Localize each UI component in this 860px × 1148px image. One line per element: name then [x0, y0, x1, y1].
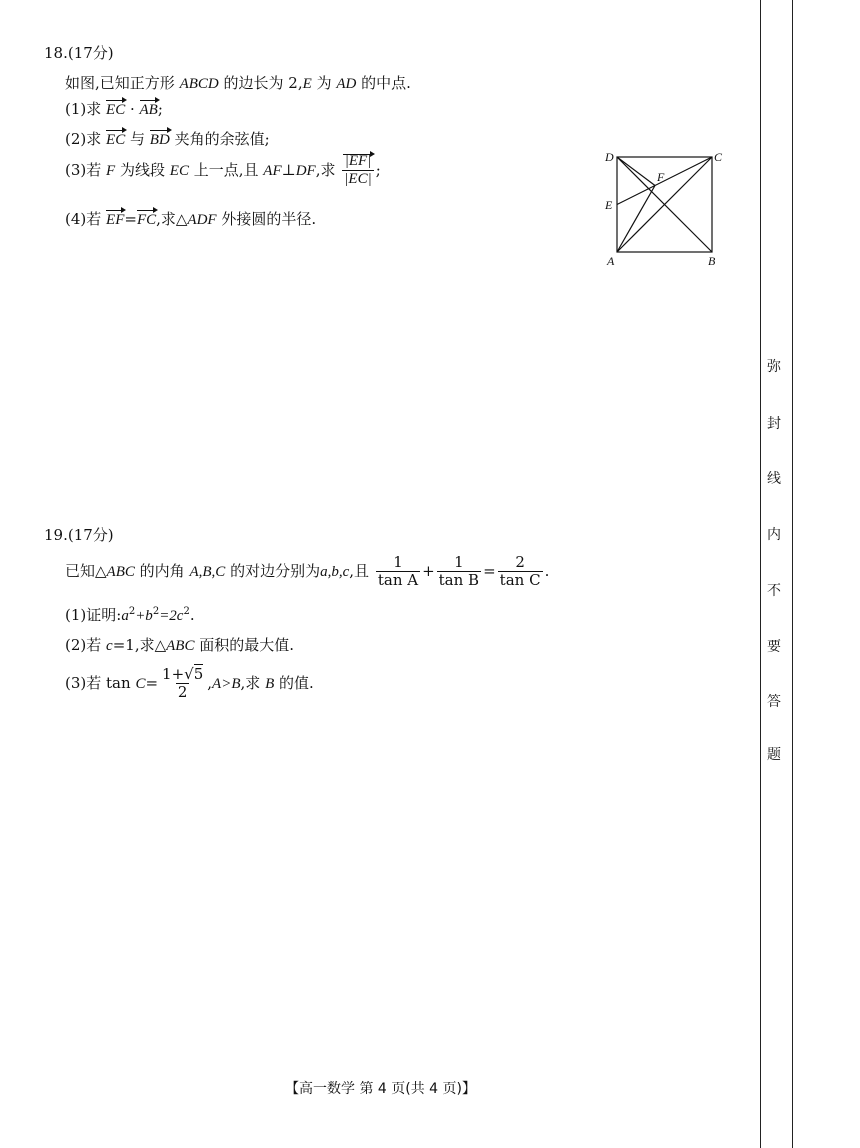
- seal-char-6: 要: [767, 639, 781, 655]
- q18-stem: 如图,已知正方形 ABCD 的边长为 2,E 为 AD 的中点.: [65, 74, 411, 92]
- seal-char-5: 不: [767, 583, 781, 599]
- fraction-1-tanA: $\frac{1}{\text{tan A}}$: [377, 553, 419, 590]
- seal-line-right: [792, 0, 793, 1148]
- q19-part3: (3)若 tan C= $\frac{1+√5}{2}$ ,A>B,求 B 的值.: [65, 665, 314, 702]
- ratio-fraction: $\frac{|EF|}{|EC|}$: [344, 153, 372, 188]
- q19-stem: 已知△ABC 的内角 A,B,C 的对边分别为a,b,c,且 $\frac{1}{\text{tan A}}$ + $\frac{1}{\text{tan B}}$ = $\frac{2}{\text{tan C}}$ .: [65, 553, 550, 590]
- segment-df: [617, 157, 655, 186]
- segment-ec: [617, 157, 712, 205]
- seal-char-3: 线: [767, 471, 781, 487]
- label-d: D: [605, 150, 614, 164]
- q18-header: 18.(17分): [44, 44, 114, 62]
- q19-part1: (1)证明$:a^2+b^2=2c^2$.: [65, 606, 195, 624]
- label-f: F: [657, 170, 665, 184]
- seal-char-2: 封: [767, 416, 781, 432]
- fraction-2-tanC: $\frac{2}{\text{tan C}}$: [499, 553, 541, 590]
- label-a: A: [607, 254, 615, 268]
- seal-char-7: 答: [767, 694, 781, 710]
- label-b: B: [708, 254, 716, 268]
- seal-char-1: 弥: [767, 359, 781, 375]
- q18-part2: (2)求 EC 与 BD 夹角的余弦值;: [65, 130, 270, 148]
- seal-line-left: [760, 0, 761, 1148]
- q19-part2: (2)若 c=1,求△ABC 面积的最大值.: [65, 636, 295, 654]
- seal-char-8: 题: [767, 747, 781, 763]
- q19-header: 19.(17分): [44, 526, 114, 544]
- q18-part1: (1)求 EC · AB;: [65, 100, 163, 118]
- fraction-1-tanB: $\frac{1}{\text{tan B}}$: [438, 553, 480, 590]
- fraction-golden: $\frac{1+√5}{2}$: [162, 665, 204, 702]
- label-c: C: [714, 150, 723, 164]
- square-figure: [595, 145, 735, 270]
- label-e: E: [605, 198, 613, 212]
- page-footer: 【高一数学 第 4 页(共 4 页)】: [285, 1081, 476, 1097]
- seal-char-4: 内: [767, 527, 781, 543]
- q18-part4: (4)若 EF=FC,求△ADF 外接圆的半径.: [65, 210, 317, 228]
- q18-part3: (3)若 F 为线段 EC 上一点,且 AF⊥DF,求 $\frac{|EF|}{|EC|}$ ;: [65, 153, 381, 188]
